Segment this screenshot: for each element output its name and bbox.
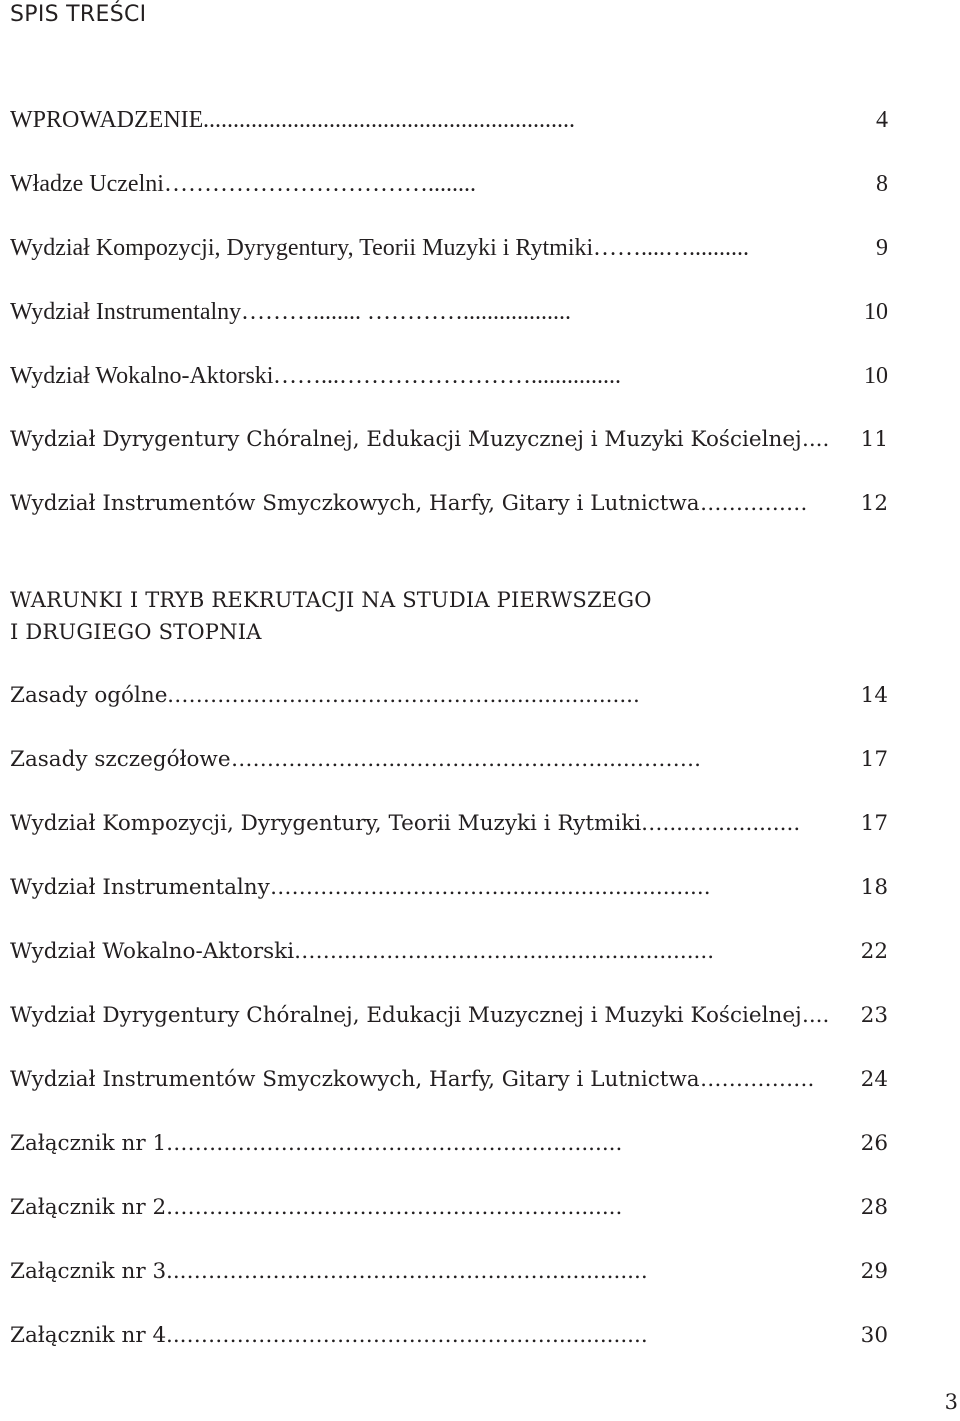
toc-entry-label: Wydział Instrumentalny — [10, 299, 242, 325]
toc-entry-page: 14 — [860, 683, 888, 708]
section-heading-line: WARUNKI I TRYB REKRUTACJI NA STUDIA PIERWSZEGO — [10, 588, 652, 612]
toc-leader-dots: .... — [802, 427, 830, 452]
toc-entry-label: Wydział Dyrygentury Chóralnej, Edukacji Muzycznej i Muzyki Kościelnej — [10, 427, 802, 452]
toc-leader-dots: .............................................................. — [203, 107, 575, 133]
toc-entry-page: 28 — [860, 1195, 888, 1220]
page-number: 3 — [944, 1390, 958, 1414]
toc-entry-zalacznik-4[interactable] — [10, 1322, 888, 1350]
toc-entry-page: 17 — [860, 747, 888, 772]
toc-entry-label: Wydział Instrumentalny — [10, 875, 270, 900]
toc-leader-dots: ……………………………........ — [164, 171, 476, 197]
toc-leader-dots: …………………………………………………....... — [166, 1195, 623, 1220]
toc-entry-page: 4 — [876, 107, 888, 133]
toc-leader-dots: …....…............. — [641, 811, 801, 836]
toc-entry-wydzial-dyrygentury-2[interactable] — [10, 1002, 888, 1030]
toc-entry-wydzial-instrumentalny[interactable] — [10, 298, 888, 326]
toc-leader-dots: ...…………………………………………….............. — [166, 1323, 648, 1348]
toc-leader-dots: ……………..……………............................... — [270, 875, 711, 900]
toc-leader-dots: .... — [802, 1003, 830, 1028]
toc-entry-label: Wydział Dyrygentury Chóralnej, Edukacji Muzycznej i Muzyki Kościelnej — [10, 1003, 802, 1028]
section-heading-line: I DRUGIEGO STOPNIA — [10, 620, 262, 644]
toc-entry-label: Załącznik nr 4 — [10, 1323, 167, 1348]
toc-entry-label: Załącznik nr 3 — [10, 1259, 167, 1284]
toc-entry-wladze-uczelni[interactable] — [10, 170, 888, 198]
toc-entry-page: 30 — [860, 1323, 888, 1348]
toc-entry-wydzial-instrumentow-smyczkowych[interactable] — [10, 490, 888, 518]
toc-entry-label: Wydział Kompozycji, Dyrygentury, Teorii Muzyki i Rytmiki — [10, 235, 594, 261]
toc-entry-page: 12 — [860, 491, 888, 516]
toc-entry-label: Zasady ogólne — [10, 683, 168, 708]
toc-entry-label: Wydział Instrumentów Smyczkowych, Harfy, Gitary i Lutnictwa — [10, 491, 700, 516]
toc-entry-zasady-szczegolowe[interactable] — [10, 746, 888, 774]
toc-leader-dots: ……....….......... — [593, 235, 749, 261]
page-title: SPIS TREŚCI — [10, 2, 147, 27]
toc-entry-page: 17 — [860, 811, 888, 836]
toc-entry-page: 8 — [876, 171, 888, 197]
toc-entry-wydzial-kompozycji[interactable] — [10, 234, 888, 262]
toc-leader-dots: ……...……………………........................... — [294, 939, 715, 964]
toc-entry-page: 10 — [864, 363, 888, 389]
toc-entry-label: WPROWADZENIE — [10, 107, 204, 133]
toc-entry-label: Załącznik nr 1 — [10, 1131, 167, 1156]
toc-entry-zalacznik-2[interactable] — [10, 1194, 888, 1222]
section-heading — [10, 584, 890, 648]
toc-entry-label: Wydział Wokalno-Aktorski — [10, 363, 274, 389]
toc-entry-wydzial-wokalno-aktorski[interactable] — [10, 362, 888, 390]
toc-entry-label: Wydział Kompozycji, Dyrygentury, Teorii Muzyki i Rytmiki — [10, 811, 642, 836]
toc-entry-page: 26 — [860, 1131, 888, 1156]
toc-entry-label: Władze Uczelni — [10, 171, 164, 197]
toc-leader-dots: ………........ ………….................. — [241, 299, 571, 325]
toc-leader-dots: ……...……………………............... — [273, 363, 621, 389]
toc-entry-label: Wydział Instrumentów Smyczkowych, Harfy, Gitary i Lutnictwa — [10, 1067, 700, 1092]
toc-entry-label: Załącznik nr 2 — [10, 1195, 167, 1220]
toc-entry-wydzial-wokalno-aktorski-2[interactable] — [10, 938, 888, 966]
toc-entry-label: Zasady szczegółowe — [10, 747, 231, 772]
toc-entry-wydzial-instrumentalny-2[interactable] — [10, 874, 888, 902]
toc-entry-zalacznik-1[interactable] — [10, 1130, 888, 1158]
toc-leader-dots: …………… — [700, 491, 808, 516]
toc-entry-page: 18 — [860, 875, 888, 900]
toc-entry-page: 22 — [860, 939, 888, 964]
toc-leader-dots: ……………. — [700, 1067, 815, 1092]
toc-entry-zalacznik-3[interactable] — [10, 1258, 888, 1286]
toc-leader-dots: …………………………………………………....... — [166, 1131, 623, 1156]
toc-entry-page: 24 — [860, 1067, 888, 1092]
toc-entry-page: 9 — [876, 235, 888, 261]
toc-entry-page: 11 — [860, 427, 888, 452]
toc-entry-wydzial-kompozycji-2[interactable] — [10, 810, 888, 838]
toc-entry-label: Wydział Wokalno-Aktorski — [10, 939, 295, 964]
toc-entry-page: 10 — [864, 299, 888, 325]
toc-entry-zasady-ogolne[interactable] — [10, 682, 888, 710]
toc-leader-dots: ...…………………………………………….............. — [166, 1259, 648, 1284]
toc-leader-dots: …………………...……………………….....………. — [231, 747, 702, 772]
toc-entry-wydzial-dyrygentury[interactable] — [10, 426, 888, 454]
toc-entry-page: 23 — [860, 1003, 888, 1028]
toc-entry-wprowadzenie[interactable] — [10, 106, 888, 134]
toc-leader-dots: ………………………………………...................... — [167, 683, 640, 708]
toc-entry-page: 29 — [860, 1259, 888, 1284]
toc-entry-wydzial-instrumentow-smyczkowych-2[interactable] — [10, 1066, 888, 1094]
